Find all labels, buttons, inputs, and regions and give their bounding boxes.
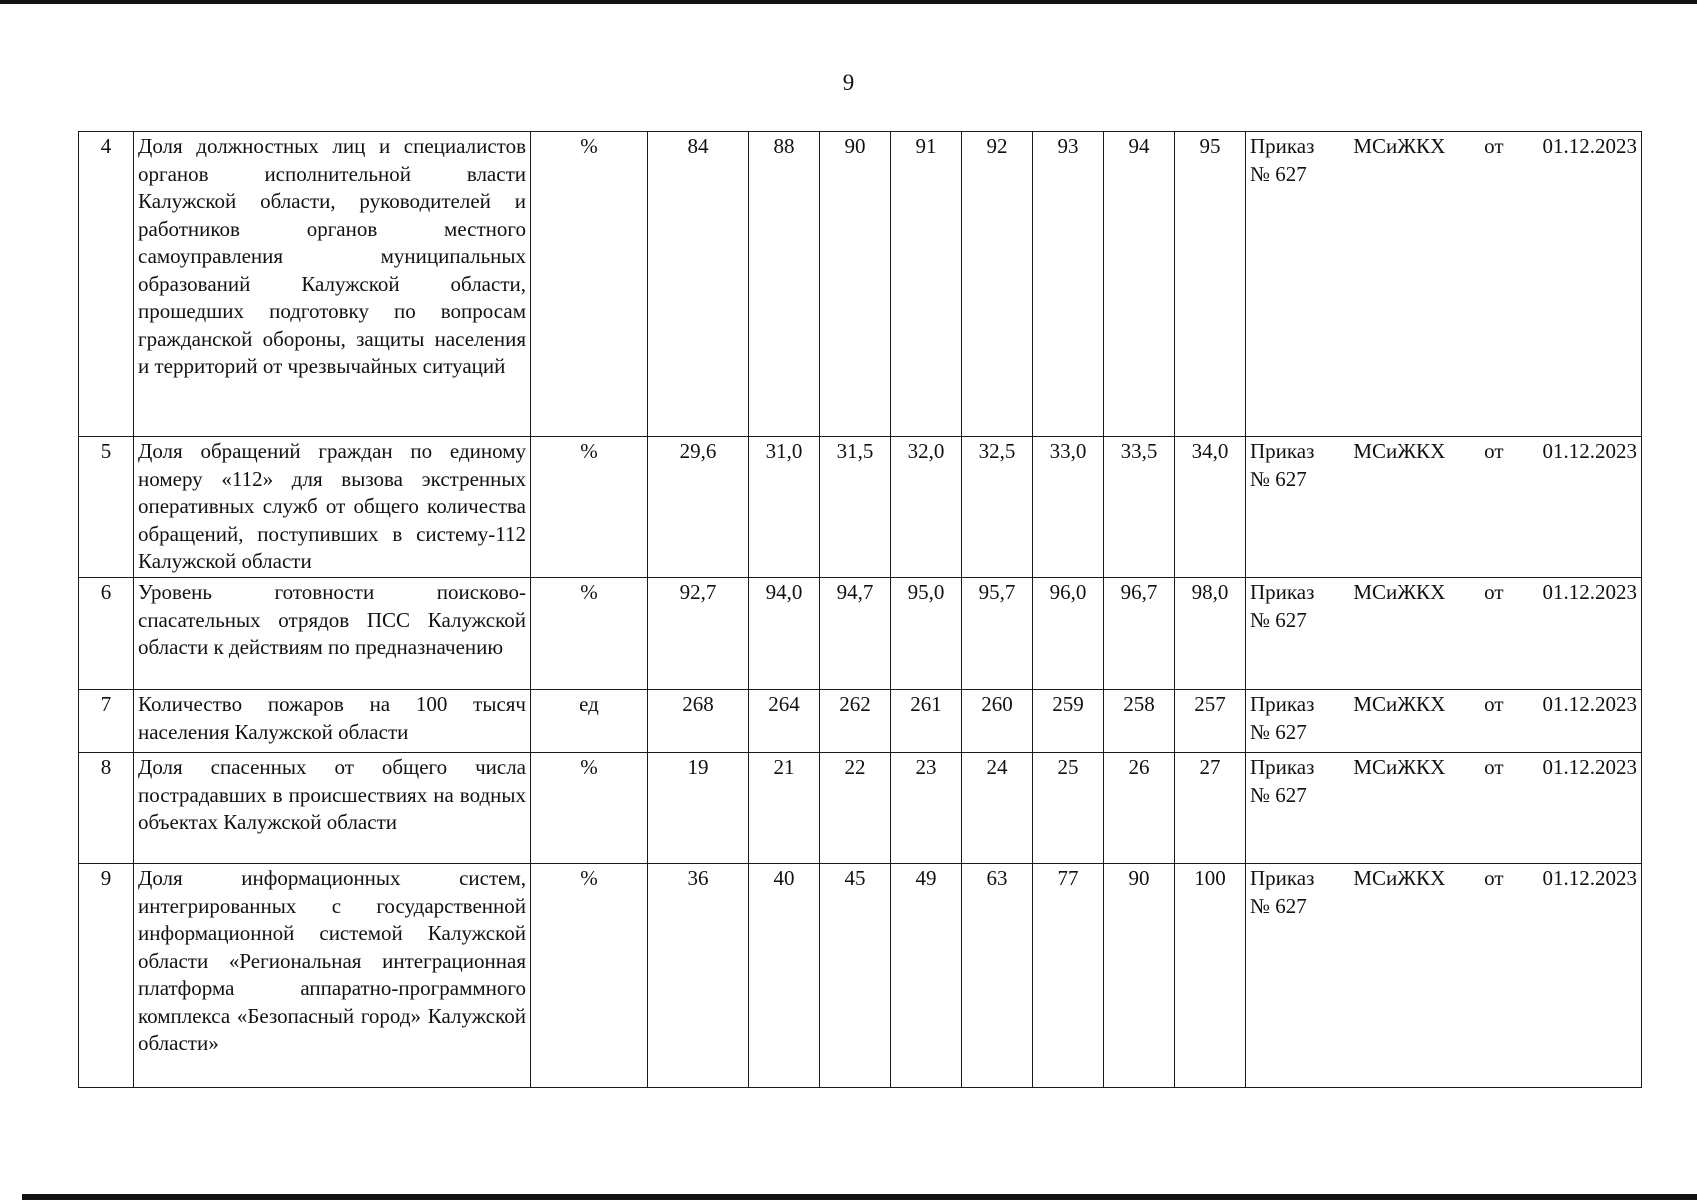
source-preposition: от: [1484, 692, 1504, 716]
target-value: 27: [1175, 753, 1246, 864]
source-doc-type: Приказ: [1250, 134, 1315, 158]
unit-of-measure: %: [531, 753, 648, 864]
target-value: 22: [820, 753, 891, 864]
target-value: 94,7: [820, 578, 891, 690]
source-doc-type: Приказ: [1250, 580, 1315, 604]
source-line: [1250, 438, 1637, 466]
row-number: 9: [79, 864, 134, 1088]
source-line: [1250, 754, 1637, 782]
source-number: № 627: [1250, 466, 1307, 491]
target-value: 92: [962, 132, 1033, 437]
table-row: [79, 578, 1642, 690]
target-value: 262: [820, 690, 891, 753]
source-authority: МСиЖКХ: [1353, 580, 1446, 604]
indicator-name: Доля обращений граждан по единому номеру «112» для вызова экстренных оперативных служб от общего количества обращений, поступивших в систему-112 Калужской области: [134, 437, 531, 578]
table-row: [79, 437, 1642, 578]
unit-of-measure: %: [531, 864, 648, 1088]
target-value: 96,0: [1033, 578, 1104, 690]
source-document: [1246, 864, 1642, 1088]
source-preposition: от: [1484, 755, 1504, 779]
row-number: 6: [79, 578, 134, 690]
target-value: 98,0: [1175, 578, 1246, 690]
source-number: № 627: [1250, 782, 1307, 807]
source-authority: МСиЖКХ: [1353, 866, 1446, 890]
indicator-name: Доля должностных лиц и специалистов органов исполнительной власти Калужской области, руководителей и работников органов местного самоуправления муниципальных образований Калужской области, прошедших подготовку по вопросам гражданской обороны, защиты населения и территорий от чрезвычайных ситуаций: [134, 132, 531, 437]
indicator-name: Уровень готовности поисково-спасательных отрядов ПСС Калужской области к действиям по предназначению: [134, 578, 531, 690]
table-row: [79, 690, 1642, 753]
target-value: 84: [648, 132, 749, 437]
indicators-table: [78, 131, 1642, 1088]
target-value: 92,7: [648, 578, 749, 690]
target-value: 31,0: [749, 437, 820, 578]
source-line: [1250, 865, 1637, 893]
target-value: 100: [1175, 864, 1246, 1088]
source-doc-type: Приказ: [1250, 692, 1315, 716]
table-body: [79, 132, 1642, 1088]
target-value: 34,0: [1175, 437, 1246, 578]
target-value: 258: [1104, 690, 1175, 753]
table-row: [79, 132, 1642, 437]
target-value: 261: [891, 690, 962, 753]
source-authority: МСиЖКХ: [1353, 692, 1446, 716]
indicator-name: Количество пожаров на 100 тысяч населения Калужской области: [134, 690, 531, 753]
target-value: 93: [1033, 132, 1104, 437]
source-line: [1250, 133, 1637, 161]
source-number: № 627: [1250, 893, 1307, 918]
source-document: [1246, 132, 1642, 437]
target-value: 29,6: [648, 437, 749, 578]
target-value: 21: [749, 753, 820, 864]
target-value: 91: [891, 132, 962, 437]
table-row: [79, 753, 1642, 864]
source-document: [1246, 437, 1642, 578]
target-value: 36: [648, 864, 749, 1088]
row-number: 5: [79, 437, 134, 578]
source-date: 01.12.2023: [1542, 755, 1637, 779]
target-value: 45: [820, 864, 891, 1088]
indicator-name: Доля спасенных от общего числа пострадавших в происшествиях на водных объектах Калужской области: [134, 753, 531, 864]
unit-of-measure: %: [531, 578, 648, 690]
source-preposition: от: [1484, 134, 1504, 158]
target-value: 32,5: [962, 437, 1033, 578]
target-value: 95: [1175, 132, 1246, 437]
target-value: 259: [1033, 690, 1104, 753]
target-value: 23: [891, 753, 962, 864]
source-date: 01.12.2023: [1542, 580, 1637, 604]
source-preposition: от: [1484, 439, 1504, 463]
target-value: 90: [820, 132, 891, 437]
source-preposition: от: [1484, 866, 1504, 890]
target-value: 77: [1033, 864, 1104, 1088]
source-number: № 627: [1250, 607, 1307, 632]
row-number: 7: [79, 690, 134, 753]
target-value: 26: [1104, 753, 1175, 864]
target-value: 88: [749, 132, 820, 437]
source-date: 01.12.2023: [1542, 692, 1637, 716]
target-value: 96,7: [1104, 578, 1175, 690]
page-number: 9: [842, 70, 855, 95]
source-doc-type: Приказ: [1250, 439, 1315, 463]
unit-of-measure: %: [531, 437, 648, 578]
target-value: 63: [962, 864, 1033, 1088]
source-line: [1250, 579, 1637, 607]
target-value: 94,0: [749, 578, 820, 690]
top-rule: [0, 0, 1697, 4]
target-value: 260: [962, 690, 1033, 753]
source-number: № 627: [1250, 719, 1307, 744]
table-row: [79, 864, 1642, 1088]
target-value: 32,0: [891, 437, 962, 578]
target-value: 31,5: [820, 437, 891, 578]
source-preposition: от: [1484, 580, 1504, 604]
unit-of-measure: ед: [531, 690, 648, 753]
source-line: [1250, 691, 1637, 719]
target-value: 90: [1104, 864, 1175, 1088]
source-document: [1246, 578, 1642, 690]
target-value: 33,0: [1033, 437, 1104, 578]
source-number: № 627: [1250, 161, 1307, 186]
target-value: 95,0: [891, 578, 962, 690]
row-number: 4: [79, 132, 134, 437]
source-date: 01.12.2023: [1542, 866, 1637, 890]
source-document: [1246, 753, 1642, 864]
source-doc-type: Приказ: [1250, 755, 1315, 779]
target-value: 24: [962, 753, 1033, 864]
source-date: 01.12.2023: [1542, 439, 1637, 463]
target-value: 33,5: [1104, 437, 1175, 578]
source-authority: МСиЖКХ: [1353, 755, 1446, 779]
target-value: 40: [749, 864, 820, 1088]
target-value: 49: [891, 864, 962, 1088]
target-value: 19: [648, 753, 749, 864]
bottom-rule: [22, 1194, 1697, 1200]
target-value: 264: [749, 690, 820, 753]
source-date: 01.12.2023: [1542, 134, 1637, 158]
source-authority: МСиЖКХ: [1353, 134, 1446, 158]
source-authority: МСиЖКХ: [1353, 439, 1446, 463]
source-doc-type: Приказ: [1250, 866, 1315, 890]
unit-of-measure: %: [531, 132, 648, 437]
target-value: 95,7: [962, 578, 1033, 690]
target-value: 257: [1175, 690, 1246, 753]
target-value: 268: [648, 690, 749, 753]
target-value: 25: [1033, 753, 1104, 864]
source-document: [1246, 690, 1642, 753]
row-number: 8: [79, 753, 134, 864]
target-value: 94: [1104, 132, 1175, 437]
indicator-name: Доля информационных систем, интегрированных с государственной информационной системой Калужской области «Региональная интеграционная платформа аппаратно-программного комплекса «Безопасный город» Калужской области»: [134, 864, 531, 1088]
